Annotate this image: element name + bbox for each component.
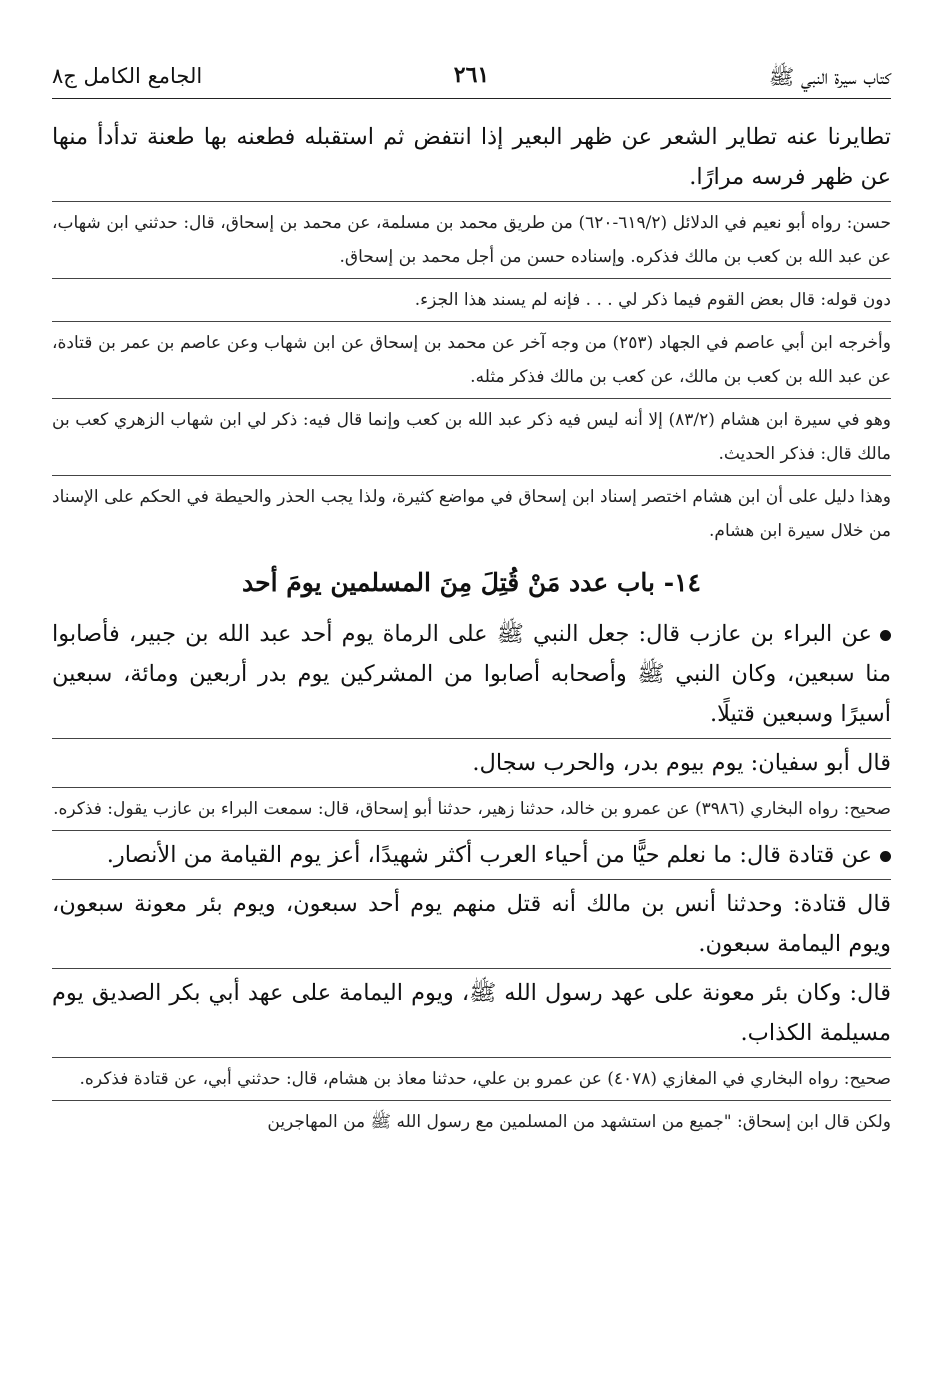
text-block	[52, 321, 891, 394]
commentary-note: صحيح: رواه البخاري (٣٩٨٦) عن عمرو بن خالد، حدثنا زهير، حدثنا أبو إسحاق، قال: سمعت البراء بن عازب يقول: فذكره.	[53, 799, 891, 819]
text-block	[52, 278, 891, 317]
hadith-text: عن قتادة قال: ما نعلم حيًّا من أحياء العرب أكثر شهيدًا، أعز يوم القيامة من الأنصار.	[106, 842, 872, 868]
commentary-note: وأخرجه ابن أبي عاصم في الجهاد (٢٥٣) من وجه آخر عن محمد بن إسحاق عن ابن شهاب وعن عاصم بن عمر بن قتادة، عن عبد الله بن كعب بن مالك، عن كعب بن مالك فذكر مثله.	[52, 333, 891, 387]
commentary-note: وهو في سيرة ابن هشام (٨٣/٢) إلا أنه ليس فيه ذكر عبد الله بن كعب وإنما قال فيه: ذكر لي ابن شهاب الزهري كعب بن مالك قال: فذكر الحديث.	[52, 410, 892, 464]
commentary-note: وهذا دليل على أن ابن هشام اختصر إسناد ابن إسحاق في مواضع كثيرة، ولذا يجب الحذر والحيطة في الحكم على الإسناد من خلال سيرة ابن هشام.	[52, 487, 891, 541]
bullet-marker	[880, 630, 891, 641]
hadith-paragraph	[52, 614, 891, 734]
text-block	[52, 879, 891, 964]
commentary-note: ولكن قال ابن إسحاق: "جميع من استشهد من المسلمين مع رسول الله ﷺ من المهاجرين	[267, 1112, 891, 1132]
commentary-note: دون قوله: قال بعض القوم فيما ذكر لي . . . فإنه لم يسند هذا الجزء.	[414, 290, 891, 310]
text-block	[52, 1100, 891, 1139]
text-block	[52, 738, 891, 783]
hadith-paragraph	[52, 835, 891, 875]
text-block	[52, 830, 891, 875]
book-page	[52, 58, 891, 1359]
page-body	[52, 113, 891, 1139]
text-block	[52, 787, 891, 826]
heading-block	[52, 552, 891, 606]
book-title: كتاب سيرة النبي ﷺ	[768, 65, 891, 89]
chapter-heading: ١٤- باب عدد مَنْ قُتِلَ مِنَ المسلمين يومَ أحد	[242, 568, 701, 597]
bullet-marker	[880, 851, 891, 862]
main-paragraph: تطايرنا عنه تطاير الشعر عن ظهر البعير إذا انتفض ثم استقبله فطعنه بها طعنة تدأدأ منها عن ظهر فرسه مرارًا.	[52, 124, 891, 190]
text-block	[52, 113, 891, 197]
volume-title: الجامع الكامل ج٨	[52, 64, 203, 88]
text-block	[52, 398, 891, 471]
hadith-text: عن البراء بن عازب قال: جعل النبي ﷺ على الرماة يوم أحد عبد الله بن جبير، فأصابوا منا سبعين، وكان النبي ﷺ وأصحابه أصابوا من المشركين يوم بدر أربعين ومائة، سبعين أسيرًا وسبعين قتيلًا.	[52, 621, 891, 727]
commentary-note: صحيح: رواه البخاري في المغازي (٤٠٧٨) عن عمرو بن علي، حدثنا معاذ بن هشام، قال: حدثني أبي، عن قتادة فذكره.	[79, 1069, 891, 1089]
text-block	[52, 1057, 891, 1096]
main-paragraph: قال قتادة: وحدثنا أنس بن مالك أنه قتل منهم يوم أحد سبعون، ويوم بئر معونة سبعون، ويوم اليمامة سبعون.	[52, 891, 891, 957]
main-paragraph: قال أبو سفيان: يوم بيوم بدر، والحرب سجال.	[472, 750, 891, 776]
main-paragraph: قال: وكان بئر معونة على عهد رسول الله ﷺ، ويوم اليمامة على عهد أبي بكر الصديق يوم مسيلمة الكذاب.	[52, 980, 891, 1046]
text-block	[52, 610, 891, 734]
running-header	[52, 58, 891, 99]
page-number: ٢٦١	[453, 62, 490, 88]
text-block	[52, 201, 891, 274]
text-block	[52, 475, 891, 548]
text-block	[52, 968, 891, 1053]
commentary-note: حسن: رواه أبو نعيم في الدلائل (٦١٩/٢-٦٢٠) من طريق محمد بن مسلمة، عن محمد بن إسحاق، قال: حدثني ابن شهاب، عن عبد الله بن كعب بن مالك فذكره. وإسناده حسن من أجل محمد بن إسحاق.	[52, 213, 892, 267]
